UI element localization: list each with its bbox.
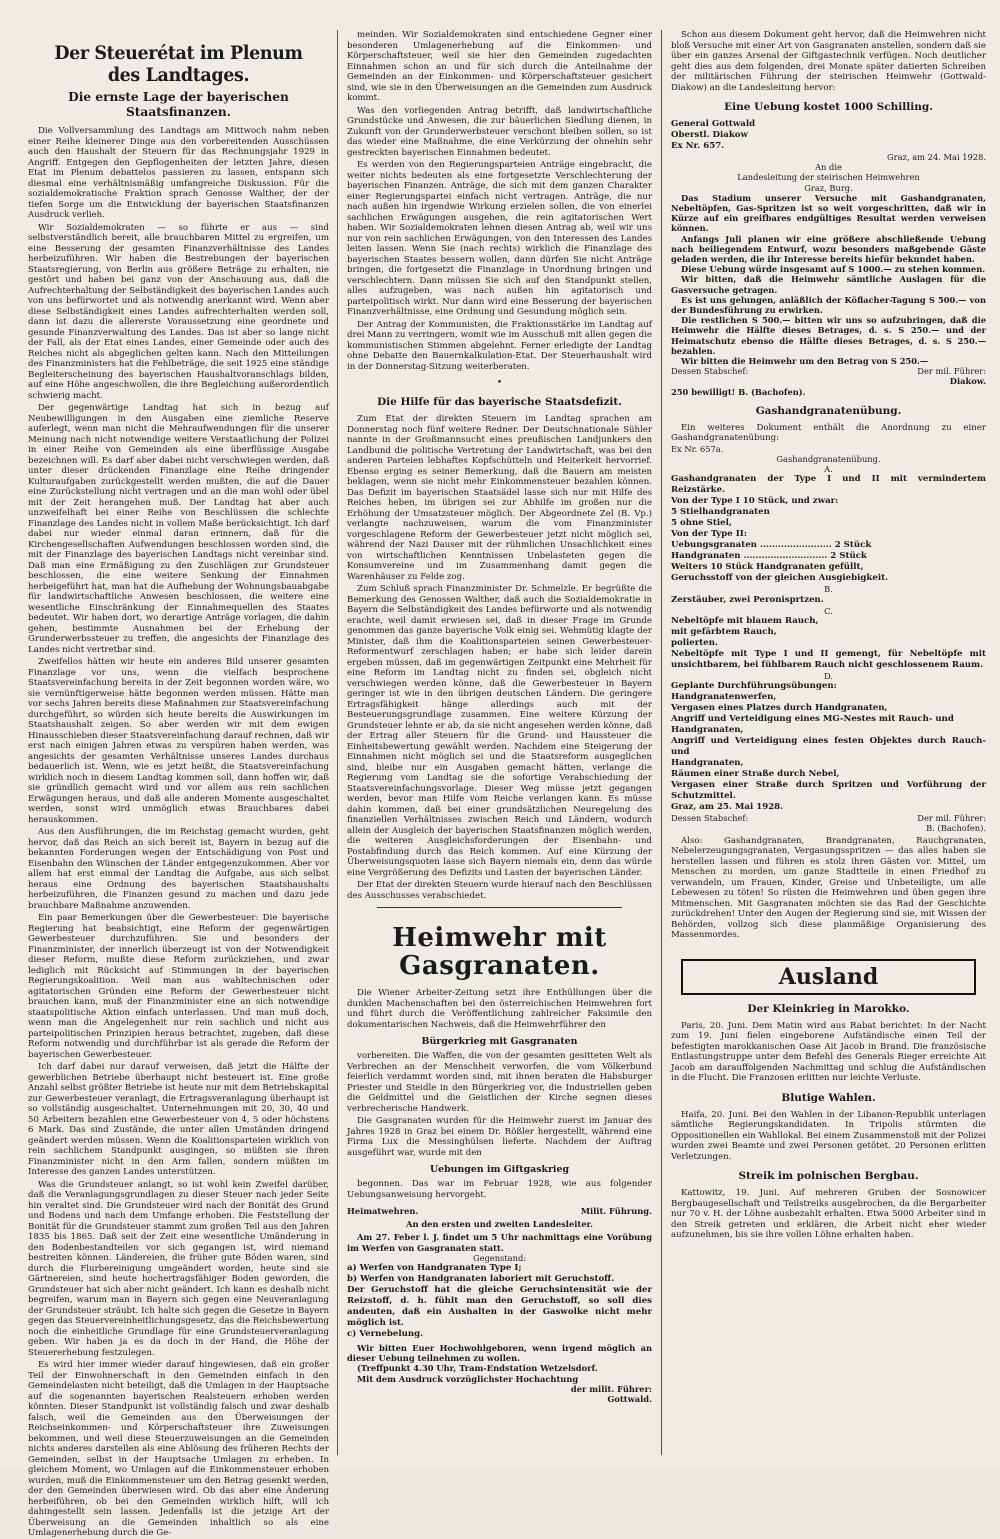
doc-gegenstand: Gegenstand: bbox=[472, 1252, 527, 1263]
doc-a-approval: 250 bewilligt! B. (Bachofen). bbox=[671, 386, 806, 397]
doc-line: Geruchsstoff von der gleichen Ausgiebigkeit. bbox=[671, 573, 889, 584]
doc-close-1: Wir bitten Euer Hochwohlgeboren, wenn irgend möglich an dieser Uebung teilnehmen zu wollen. bbox=[347, 1343, 652, 1364]
paragraph: Aus den Ausführungen, die im Reichstag gemacht wurden, geht hervor, daß das Reich an sich bereit ist, Bayern in bezug auf die bekannten Forderungen wegen der Entschädigung von Post und Eisenbahn den Wünschen der Länder entgegenzukommen. Aber vor allem hat erst einmal der Landtag die Aufgabe, aus sich selbst heraus eine Ordnung des bayerischen Staatshaushalts herbeizuführen, die Finanzen gesund zu machen und dazu jede brauchbare Maßnahme anzuwenden. bbox=[28, 827, 329, 911]
doc-line: Geplante Durchführungsübungen: bbox=[671, 681, 837, 692]
article-subheadline: Die ernste Lage der bayerischen Staatsfinanzen. bbox=[68, 90, 289, 119]
article-heimwehr-2 bbox=[347, 1051, 652, 1158]
doc-a-recipient bbox=[671, 162, 986, 193]
column-1 bbox=[28, 30, 338, 1538]
paragraph: Der gegenwärtige Landtag hat sich in bezug auf Neubewilligungen in den Ausgaben eine ziemliche Reserve auferlegt, wenn man nicht die Mehraufwendungen für die unserer Meinung nach nicht notwendige weitere Verstaatlichung der Polizei in einer Reihe von Gemeinden als eine überflüssige Ausgabe bezeichnen will. Es darf aber dabei nicht verschwiegen werden, daß unter dieser drückenden Finanzlage eine Reihe dringender Kulturaufgaben zurückgestellt werden mußten, die auf die Dauer eine Zurückstellung nicht vertragen und an die man wohl oder übel mit der Zeit herangehen muß. Der Landtag hat aber auch unzweifelhaft bei einer Reihe von Beschlüssen die schlechte Finanzlage des Landes nicht in vollem Maße berücksichtigt. Ich darf dabei nur wieder einmal daran erinnern, daß für die Kirchengesellschaften Aufwendungen beschlossen worden sind, die mit der Finanzlage des bayerischen Landtags nicht vereinbar sind. Daß man eine Ermäßigung zu den Zuschlägen zur Grundsteuer beschlossen, die eine weitere Senkung der Einnahmen herbeigeführt hat, man hat die Aufhebung der Wohnungsbauabgabe für landwirtschaftliche Anwesen beschlossen, die weitere eine wesentliche Einschränkung der Einnahmequellen des Staates bedeutet. Wir haben dort, wo derartige Anträge vorlagen, die dahin gehen, bestimmte Ausnahmen bei der Erhebung der Grunderwerbssteuer zu treffen, die angesichts der Finanzlage des Landes nicht vertretbar sind. bbox=[28, 403, 329, 655]
doc-close-3: Mit dem Ausdruck vorzüglichster Hochachtung bbox=[357, 1373, 579, 1384]
doc-b-section-c: C. bbox=[824, 605, 833, 616]
doc-a-date: Graz, am 24. Mai 1928. bbox=[887, 152, 986, 162]
doc-paragraph: Wir bitten die Heimwehr um den Betrag von S 250.— bbox=[681, 356, 929, 367]
doc-paragraph: Diese Uebung würde insgesamt auf S 1000.— zu stehen kommen. bbox=[681, 264, 986, 275]
paragraph: Der Antrag der Kommunisten, die Fraktionsstärke im Landtag auf drei Mann zu verringern, womit wie im Ausschuß mit allen gegen die kommunistischen Stimmen abgelehnt. Ferner erledigte der Landtag ohne Debatte den Bauernkalkulation-Etat. Der Steuerhaushalt wird in der Donnerstag-Sitzung weiterberaten. bbox=[347, 319, 652, 372]
doc-item: Der Geruchstoff hat die gleiche Geruchsintensität wie der Reizstoff, d. h. fühlt man den Geruchstoff, so soll dies andeuten, daß ein Aushalten in der Gaswolke nicht mehr möglich ist. bbox=[347, 1285, 652, 1329]
doc-line: Angriff und Verteidigung eines festen Objektes durch Rauch- und bbox=[671, 736, 986, 758]
doc-a-fuehrer: Der mil. Führer: bbox=[917, 366, 986, 377]
article-continuation bbox=[347, 30, 652, 372]
doc-b-signature: B. (Bachofen). bbox=[926, 823, 986, 834]
article-heimwehr bbox=[347, 988, 652, 1030]
doc-line: Landesleitung der steirischen Heimwehren bbox=[737, 172, 920, 183]
doc-b-list-c bbox=[671, 616, 986, 671]
doc-close-2: (Treffpunkt 4.30 Uhr, Tram-Endstation Wetzelsdorf. bbox=[357, 1363, 598, 1374]
doc-sign-1: der milit. Führer: bbox=[570, 1383, 652, 1394]
doc-line: Handgranaten, bbox=[671, 725, 744, 736]
subheadline-staatsdefizit: Die Hilfe für das bayerische Staatsdefizit. bbox=[377, 396, 622, 408]
doc-line: Vergasen einer Straße durch Spritzen und Vorführung der Schutzmittel. bbox=[671, 780, 986, 802]
paragraph: Ich darf dabei nur darauf verweisen, daß jetzt die Hälfte der gewerblichen Betriebe überhaupt nicht besteuert ist. Eine große Anzahl selbst größter Betriebe ist heute nur mit dem Betriebskapital zur Gewerbesteuer veranlagt, die Ertragsveranlagung überhaupt ist so vollständig ausgeschaltet. Unternehmungen mit 20, 30, 40 und 50 Arbeitern bezahlen eine Gewerbesteuer von 4, 5 oder höchstens 6 Mark. Das sind Zustände, die unter allen Umständen dringend geändert werden müssen. Wenn die Koalitionsparteien wirklich von rein sachlichem Standpunkt ausgingen, so müßten sie ihren Finanzminister nicht in den Arm fallen, sondern müßten im Interesse des ganzen Landes unterstützen. bbox=[28, 1062, 329, 1177]
doc-a-body bbox=[671, 193, 986, 366]
doc-paragraph: Das Stadium unserer Versuche mit Gashandgranaten, Nebeltöpfen, Gas-Spritzen ist so weit vorgeschritten, daß wir in Kürze auf ein greifbares endgültiges Resultat werden verweisen können. bbox=[671, 192, 986, 234]
doc-line: Graz, Burg. bbox=[804, 182, 853, 193]
paragraph: Der Etat der direkten Steuern wurde hierauf nach den Beschlüssen des Ausschusses verabschiedet. bbox=[347, 880, 652, 901]
doc-item: c) Vernebelung. bbox=[347, 1329, 424, 1340]
doc-a-stabschef: Dessen Stabschef: bbox=[671, 366, 749, 377]
article-marokko: Paris, 20. Juni. Dem Matin wird aus Rabat berichtet: In der Nacht zum 19. Juni fielen eingeborene Aufständische einen Teil der befestigten marokkanischen Oase Ait Jacob in Brand. Die französische Entlastungstruppe unter dem Befehl des Generals Rieger erreichte Ait Jacob am darauffolgenden Nachmittag und schlug die Aufständischen in die Flucht. Die Franzosen erlitten nur leichte Verluste. bbox=[671, 1020, 986, 1083]
article-heimwehr-3 bbox=[347, 1179, 652, 1200]
doc-b-intro: Ein weiteres Dokument enthält die Anordnung zu einer Gashandgranatenübung: bbox=[671, 422, 986, 444]
doc-b-section-a: A. bbox=[824, 464, 833, 475]
doc-line: Weiters 10 Stück Handgranaten gefüllt, bbox=[671, 562, 864, 573]
paragraph: Die Gasgranaten wurden für die Heimwehr zuerst im Januar des Jahres 1928 in Graz bei einem Dr. Rößler hergestellt, während eine Firma Lux die Messinghülsen lieferte. Nachdem der Auftrag ausgeführt war, wurde mit den bbox=[347, 1116, 652, 1158]
article-streik: Kattowitz, 19. Juni. Auf mehreren Gruben der Sosnowicer Bergbaugesellschaft und Teilstreiks ausgebrochen, da die Bergarbeiter nur 70 v. H. der Löhne ausbezahlt erhalten. Etwa 5000 Arbeiter sind in den Streik getreten und erklären, die Arbeit nicht eher wieder aufzunehmen, bis sie ihre vollen Löhne erhalten haben. bbox=[671, 1188, 986, 1240]
doc-line: polierten. bbox=[671, 637, 718, 648]
doc-body: Am 27. Feber l. J. findet um 5 Uhr nachmittags eine Vorübung im Werfen von Gasgranaten statt. bbox=[347, 1232, 652, 1253]
heimwehr-conclusion: Also: Gashandgranaten, Brandgranaten, Rauchgranaten, Nebelerzeugungsgranaten, Vergasungsspritzen — das alles haben sie herstellen lassen und führen es stolz ihren Gästen vor. Mittel, um Menschen zu morden, um ganze Stadtteile in einen Friedhof zu verwandeln, um Frauen, Kinder, Greise und Unbeteiligte, um alle Lebewesen zu töten! So rüsten die Heimwehren und üben gegen ihre Mitmenschen. Mit Gasgranaten möchten sie das Rad der Geschichte zurückdrehen! Unter den Augen der Regierung sind sie, mit Wissen der Behörden, vollzog sich diese planmäßige Organisierung des Massenmordes. bbox=[671, 835, 986, 940]
paragraph: vorbereiten. Die Waffen, die von der gesamten gesitteten Welt als Verbrechen an der Menschheit verworfen, die vom Völkerbund feierlich verdammt worden sind, mit ihnen beraten die Habsburger Priester und Steidle in den Bürgerkrieg vor, die Industriellen geben die Geldmittel und die Geistlichen der Kirche segnen dieses verbrecherische Handwerk. bbox=[347, 1051, 652, 1114]
doc-b-fuehrer: Der mil. Führer: bbox=[917, 813, 986, 824]
doc-item: b) Werfen von Handgranaten laboriert mit Geruchstoff. bbox=[347, 1274, 615, 1285]
paragraph: Wir Sozialdemokraten — so führte er aus — sind selbstverständlich bereit, alle brauchbaren Mittel zu ergreifen, um eine Besserung der gesamten Finanzverhältnisse des Landes herbeizuführen. Wir haben die Bestrebungen der bayerischen Staatsregierung, von Berlin aus größere Beträge zu erhalten, nie gestört und haben bei ganz von der Anschauung aus, daß die Aufrechterhaltung der Selbständigkeit des bayerischen Landes auch von uns befürwortet und als notwendig anerkannt wird. Wenn aber diese Selbständigkeit eines Landes aufrechterhalten werden soll, dann ist dazu die allererste Voraussetzung eine geordnete und gesunde Finanzverwaltung des Landes. Das ist aber so lange nicht der Fall, als der Etat eines Landes, einer Gemeinde oder auch des Reiches nicht als abgeglichen gelten kann. Nach den Mitteilungen des Finanzministers hat die Fehlbeträge, die seit 1925 eine ständige Begleiterscheinung des bayerischen Haushaltvoranschlags bilden, auf eine Höhe angeschwollen, die ihre Begleichung außerordentlich schwierig macht. bbox=[28, 222, 329, 401]
paragraph: Ein paar Bemerkungen über die Gewerbesteuer: Die bayerische Regierung hat beabsichtigt, eine Reform der gegenwärtigen Gewerbesteuer durchzuführen. Sie und besonders der Finanzminister, der innerlich überzeugt ist von der Notwendigkeit dieser Reform, mußte diese Reform zurückziehen, und zwar lediglich mit Rücksicht auf Stimmungen in der bayerischen Regierungskoalition. Weil man aus wahltechnischen oder agitatorischen Gründen eine Reform der Gewerbesteuer nicht brauchen kann, muß der Finanzminister eine an sich notwendige staatspolitische Aktion einfach unterlassen. Und man muß doch, wenn man die Angelegenheit nur rein sachlich und nicht aus parteipolitischen Prinzipien heraus betrachtet, zugeben, daß diese Reform notwendig und durchführbar ist als gerade die Reform der bayerischen Gewerbesteuer. bbox=[28, 913, 329, 1060]
doc-b-list-b: Zerstäuber, zwei Peronisprtzen. bbox=[671, 594, 824, 605]
subheadline-uebung-kosten: Eine Uebung kostet 1000 Schilling. bbox=[724, 101, 933, 113]
subheadline-gashandgranatenuebung: Gashandgranatenübung. bbox=[755, 404, 902, 417]
doc-line: Nebeltöpfe mit Type I und II gemengt, für Nebeltöpfe mit unsichtbarem, bei fühlbarem Rauch nicht geschlossenem Raum. bbox=[671, 648, 986, 670]
doc-b-signatures bbox=[671, 813, 986, 823]
doc-line: 5 Stielhandgranaten bbox=[671, 507, 770, 518]
doc-a-sender bbox=[671, 119, 986, 152]
doc-line: Uebungsgranaten ........................ 2 Stück bbox=[671, 540, 872, 551]
paragraph: Es wird hier immer wieder darauf hingewiesen, daß ein großer Teil der Einwohnerschaft in den Gemeinden einfach in den Gemeindelasten nicht beteiligt, daß die Umlagen in der Hauptsache auf die sogenannten bayerischen Realsteuern erhoben werden könnten. Dieser Standpunkt ist vollständig falsch und zwar deshalb falsch, weil die Gemeinden aus den Überweisungen der Reichseinkommen- und Körperschaftsteuer ihre Zuweisungen bekommen, und weil diese Steuerzuweisungen an die Gemeinden nichts anderes darstellen als eine Ablösung des früheren Rechts der Gemeinden, selbst in der Hauptsache Umlagen zu erheben. In gleichem Moment, wo Umlagen auf die Einkommensteuer erhoben wurden, muß die Einkommensteuer um den Betrag gesenkt werden, der den Gemeinden überwiesen wird. Ob das aber eine Änderung herbeiführen, ob bei den Gemeinden wirklich hilft, will ich dahingestellt sein lassen. Jedenfalls ist die jetzige Art der Überweisung an die Gemeinden inhaltlich so als eine Umlagenerhebung durch die Ge- bbox=[28, 1360, 329, 1538]
doc-line: An die bbox=[815, 162, 842, 173]
doc-line: Vergasen eines Platzes durch Handgranaten, bbox=[671, 703, 888, 714]
doc-line: Nebeltöpfe mit blauem Rauch, bbox=[671, 615, 819, 626]
doc-paragraph: Wir bitten, daß die Heimwehr sämtliche Auslagen für die Gasversuche getragen. bbox=[671, 274, 986, 295]
doc-line: Handgranaten ............................ 2 Stück bbox=[671, 551, 867, 562]
paragraph: Die Wiener Arbeiter-Zeitung setzt ihre Enthüllungen über die dunklen Machenschaften bei den österreichischen Heimwehren fort und führt durch die Veröffentlichung zahlreicher Faksimile den dokumentarischen Nachweis, daß die Heimwehrführer den bbox=[347, 988, 652, 1030]
column-layout bbox=[28, 30, 986, 1538]
doc-sender-right: Milit. Führung. bbox=[580, 1206, 652, 1216]
doc-item: a) Werfen von Handgranaten Type I; bbox=[347, 1263, 522, 1274]
headline-heimwehr: Heimwehr mit Gasgranaten. bbox=[392, 923, 607, 981]
article-body bbox=[28, 126, 329, 1539]
headline-streik: Streik im polnischen Bergbau. bbox=[738, 1170, 919, 1182]
doc-b-stabschef: Dessen Stabschef: bbox=[671, 813, 749, 824]
headline-wahlen: Blutige Wahlen. bbox=[781, 1091, 876, 1104]
section-ausland: Ausland bbox=[681, 959, 976, 995]
doc-line: Gashandgranaten der Type I und II mit vermindertem Reizstärke. bbox=[671, 474, 986, 496]
doc-line: 5 ohne Stiel, bbox=[671, 518, 732, 529]
doc-b-date: Graz, am 25. Mai 1928. bbox=[671, 802, 784, 813]
doc-b-list-d bbox=[671, 681, 986, 802]
doc-b-section-d: D. bbox=[824, 670, 833, 681]
paragraph: begonnen. Das war im Februar 1928, wie aus folgender Uebungsanweisung hervorgeht. bbox=[347, 1179, 652, 1200]
doc-paragraph: Anfangs Juli planen wir eine größere abschließende Uebung nach beiliegendem Entwurf, wozu besonders maßgebende Gäste geladen werden, die ihr Interesse bereits hiefür bekundet haben. bbox=[671, 233, 986, 265]
article-staatsdefizit bbox=[347, 414, 652, 901]
doc-line: General Gottwald bbox=[671, 119, 756, 129]
doc-sign-2: Gottwald. bbox=[607, 1394, 652, 1405]
doc-sender: Heimatwehren. bbox=[347, 1206, 419, 1216]
divider bbox=[377, 907, 622, 908]
doc-line: Angriff und Verteidigung eines MG-Nestes mit Rauch- und bbox=[671, 714, 954, 725]
paragraph: Zum Schluß sprach Finanzminister Dr. Schmelzle. Er begrüßte die Bemerkung des Genossen Walther, daß auch die Sozialdemokratie in Bayern die Selbständigkeit des Landes befürworte und als notwendig erachte, weil damit erwiesen sei, daß in dieser Frage im Grunde genommen das ganze bayerische Volk einig sei. Wehmütig klagte der Minister, daß ihm die Koalitionsparteien seinen Gewerbesteuer-Reformentwurf zerschlagen haben; er habe sich leider darein ergeben müssen, daß im gegenwärtigen Zeitpunkt eine Mehrheit für eine Reform im Landtag nicht zu finden sei, obgleich nicht verschwiegen werden könne, daß die Gewerbesteuer in Bayern geringer ist wie in den übrigen deutschen Ländern. Die geringere Ertragsfähigkeit hänge allerdings auch mit der Besteuerungsgrundlage zusammen. Eine weitere Kürzung der Grundsteuer lehnte er ab, da sie nicht angesehen werden könne, daß der Ertrag aller Steuern für die Grund- und Haussteuer die Einheitsbewertung gewählt werden. Nachdem eine Steigerung der Einnahmen nicht möglich sei und die Staatsreform ausgeglichen sind, bleibe nur ein Ausgaben gemacht hätten, verlange die Regierung vom Landtag sie die sofortige Verabschiedung der Staatsvereinfachungsvorlage. Dieser Weg müsse jetzt gegangen werden, bevor man Hilfe vom Reiche verlangen kann. Es müsse dahin kommen, daß bei einer grundsätzlichen Neuregelung des finanziellen Verhältnisses zwischen Reich und Ländern, wodurch allein der Ausgleich der bayerischen Staatsfinanzen möglich werden, die weiteren Ausgleichsforderungen der Eisenbahn- und Postabfindung durch das Reich kommen. Auf eine Kürzung der Überweisungsquoten lasse sich Bayern niemals ein, denn das würde eine Vergrößerung des Defizits und Lasten der bayerischen Länder. bbox=[347, 584, 652, 878]
doc-b-section-b: B. bbox=[824, 584, 833, 595]
doc-paragraph: Es ist uns gelungen, anläßlich der Köflacher-Tagung S 500.— von der Bundesführung zu erwirken. bbox=[671, 294, 986, 316]
paragraph: Zweifellos hätten wir heute ein anderes Bild unserer gesamten Finanzlage vor uns, wenn die vielfach besprochene Staatsvereinfachung bereits in der Zeit begonnen worden wäre, wo sie vernünftigerweise hätte begonnen werden müssen. Hätte man vor sechs Jahren bereits diese Maßnahmen zur Staatsvereinfachung durchgeführt, so würden sich heute bereits die Auswirkungen im Staatshaushalt zeigen. So aber werden wir mit dem ewigen Hinausschieben dieser Staatsvereinfachung darauf rechnen, daß wir erst nach einigen Jahren etwas zu verspüren haben werden, was angesichts der gesamten Verhältnisse unseres Landes durchaus bedauerlich ist. Wenn, wie es jetzt heißt, die Staatsvereinfachung wirklich noch in diesem Landtag kommen soll, dann hoffen wir, daß sie gründlich gemacht wird und vor allem aus rein sachlichen Erwägungen heraus, und daß alle anderen Momente ausgeschaltet werden, sonst wird unmöglich etwas Brauchbares dabei herauskommen. bbox=[28, 657, 329, 825]
doc-b-number: Ex Nr. 657a. bbox=[671, 443, 724, 454]
article-wahlen: Haifa, 20. Juni. Bei den Wahlen in der Libanon-Republik unterlagen sämtliche Regierungskandidaten. In Tripolis stürmten die Oppositionellen ein Wahllokal. Bei einem Zusammenstoß mit der Polizei wurden zwei Beamte und zwei Personen getötet. 20 Personen erlitten Verletzungen. bbox=[671, 1109, 986, 1162]
paragraph: Zum Etat der direkten Steuern im Landtag sprachen am Donnerstag noch fünf weitere Redner. Der Deutschnationale Sühler nannte in der Großmannsucht eines preußischen Landjunkers den Landbund die politische Vertretung der Landwirtschaft, was bei den anderen Parteien lebhaftes Kopfschütteln und Heiterkeit hervorrief. Ebenso erging es seiner Bemerkung, daß die Bauern am meisten beklagen, wenn sie nicht mehr Einkommensteuer bezahlen können. Das Defizit im bayerischen Staatsädel lasse sich nur mit Hilfe des Reiches heben, im übrigen sei zur Abhilfe im großen nur die Erhöhung der Umsatzsteuer möglich. Der Abgeordnete Zel (B. Vp.) verlangte nachzuweisen, warum die vom Finanzminister vorgeschlagene Reform der Gewerbesteuer jetzt nicht möglich sei, während der Nazi Dauser mit der rühmlichen Unsachlichkeit eines von wirtschaftlichen Kenntnissen Unbelasteten gegen die Konsumvereine und im Zusammenhang damit gegen die Warenhäuser zu Felde zog. bbox=[347, 414, 652, 582]
doc-line: mit gefärbtem Rauch, bbox=[671, 626, 777, 637]
doc-line: Räumen einer Straße durch Nebel, bbox=[671, 769, 840, 780]
column-2 bbox=[338, 30, 662, 1455]
doc-recipient: An den ersten und zweiten Landesleiter. bbox=[406, 1219, 593, 1230]
paragraph: Die Vollversammlung des Landtags am Mittwoch nahm neben einer Reihe kleinerer Dinge aus den vorbereitenden Ausschüssen auch den Haushalt der Steuern für das Rechnungsjahr 1929 in Angriff. Entgegen den Gepflogenheiten der letzten Jahre, diesen Etat im Plenum debattelos passieren zu lassen, entspann sich diesmal eine verhältnismäßig umfangreiche Diskussion. Für die sozialdemokratische Fraktion sprach Genosse Walther, der der tiefen Sorge um die Entwicklung der bayerischen Staatsfinanzen Ausdruck verlieh. bbox=[28, 126, 329, 220]
paragraph: Es werden von den Regierungsparteien Anträge eingebracht, die weiter nichts bedeuten als eine fortgesetzte Verschlechterung der bayerischen Finanzen. Anträge, die sich mit dem ganzen Charakter einer Regierungspartei einfach nicht vertragen. Anträge, die nur nach außen hin irgendwie Wirkung erzielen sollen, die von einerlei sachlichen Erwägungen ausgehen, die rein agitatorischen Wert haben. Wir Sozialdemokraten lehnen diesen Antrag ab, weil wir uns nur von rein sachlichen Erwägungen, von den Interessen des Landes leiten lassen. Wenn Sie (nach rechts) wirklich die Finanzlage des bayerischen Staates bessern wollen, dann dürfen Sie nicht Anträge bringen, die fortgesetzt die Finanzlage in Unordnung bringen und verschlechtern. Dann müssen Sie sich auf den Standpunkt stellen, alles aufzugeben, was nach außen hin agitatorisch und parteipolitisch wirkt. Nur dann wird eine Besserung der bayerischen Finanzverhältnisse, eine Ordnung und Gesundung möglich sein. bbox=[347, 160, 652, 317]
paragraph: Was die Grundsteuer anlangt, so ist wohl kein Zweifel darüber, daß die Veranlagungsgrundlagen zu dieser Steuer nach jeder Seite hin veraltet sind. Die Grundsteuer wird nach der Bonität des Grund und Bodens und nach dem Umfange erhoben. Die Feststellung der Bonität für die Grundsteuer stammt zum großen Teil aus den Jahren 1835 bis 1865. Daß seit der Zeit eine wesentliche Umänderung in den Bodenbestandteilen vor sich gegangen ist, wird niemand bestreiten können. Ländereien, die früher gute Böden waren, sind durch die Flurbereinigung umgeändert worden, heute sind sie Gärtnereien, sind heute hochertragsfähiger Boden geworden, die Grundsteuer hat sich aber nicht geändert. Ich kann es deshalb nicht begreifen, warum man in Bayern sich gegen eine Neuveranlagung der Grundsteuer sträubt. Ich halte sich gegen die Gesetze in Bayern gegen das Steuervereinheitlichungsgesetz, das die Reichsbewertung noch die einheitliche Grundlage für eine Grundsteuerveranlagung geben. Wir haben ja es da doch in der Hand, die Höhe der Steuererhebung festzulegen. bbox=[28, 1179, 330, 1358]
headline-marokko: Der Kleinkrieg in Marokko. bbox=[747, 1002, 910, 1015]
doc-items bbox=[347, 1263, 652, 1340]
paragraph: meinden. Wir Sozialdemokraten sind entschiedene Gegner einer besonderen Umlagenerhebung auf die Einkommen- und Körperschaftsteuer, weil sie hier den Gemeinden zugedachten Einnahmen schon an und für sich durch die Anteilnahme der Gemeinden an der Einkommen- und Körperschaftsteuer gesichert sind, wie sie in den Überweisungen an die Gemeinden zum Ausdruck kommt. bbox=[347, 30, 652, 103]
doc-b-list-a bbox=[671, 474, 986, 584]
doc-line: Ex Nr. 657. bbox=[671, 141, 725, 151]
doc-line: Von der Type II: bbox=[671, 529, 747, 540]
doc-line: Handgranaten, bbox=[671, 758, 744, 769]
column-3 bbox=[662, 30, 986, 1455]
doc-line: Oberstl. Diakow bbox=[671, 130, 748, 140]
heimwehr-continuation: Schon aus diesem Dokument geht hervor, daß die Heimwehren nicht bloß Versuche mit einer Art von Gasgranaten anstellen, sondern daß sie über ein ganzes Arsenal der Giftgastechnik verfügen. Noch deutlicher geht dies aus dem folgenden, drei Monate später datierten Schreiben der militärischen Führung der steirischen Heimwehr (Gottwald-Diakow) an die Landesleitung hervor: bbox=[671, 30, 986, 93]
doc-a-signature: Diakow. bbox=[949, 376, 986, 387]
doc-line: Handgranatenwerfen, bbox=[671, 692, 777, 703]
subheadline-buergerkrieg: Bürgerkrieg mit Gasgranaten bbox=[421, 1036, 578, 1047]
subheadline-giftgaskrieg: Uebungen im Giftgaskrieg bbox=[429, 1164, 570, 1175]
separator-star: • bbox=[496, 378, 503, 388]
doc-paragraph: Die restlichen S 500.— bitten wir uns so aufzubringen, daß die Heimwehr die Hälfte dieses Betrages, d. s. S 250.— und der Heimatschutz ebenso die Hälfte dieses Betrages, d. s. S 250.— bezahlen. bbox=[671, 315, 986, 356]
paragraph: Was den vorliegenden Antrag betrifft, daß landwirtschaftliche Grundstücke und Anwesen, die zur bäuerlichen Siedlung dienen, in Zukunft von der Grunderwerbsteuer verschont bleiben sollen, so ist das wieder eine Maßnahme, die eine Verkürzung der ohnehin sehr gestreckten bayerischen Einnahmen bedeutet. bbox=[347, 105, 652, 158]
doc-b-title: Gashandgranatenübung. bbox=[776, 454, 881, 465]
document-header bbox=[347, 1206, 652, 1216]
doc-line: Von der Type I 10 Stück, und zwar: bbox=[671, 496, 839, 507]
doc-a-signatures bbox=[671, 366, 986, 376]
article-headline: Der Steuerétat im Plenum des Landtages. bbox=[54, 42, 303, 86]
